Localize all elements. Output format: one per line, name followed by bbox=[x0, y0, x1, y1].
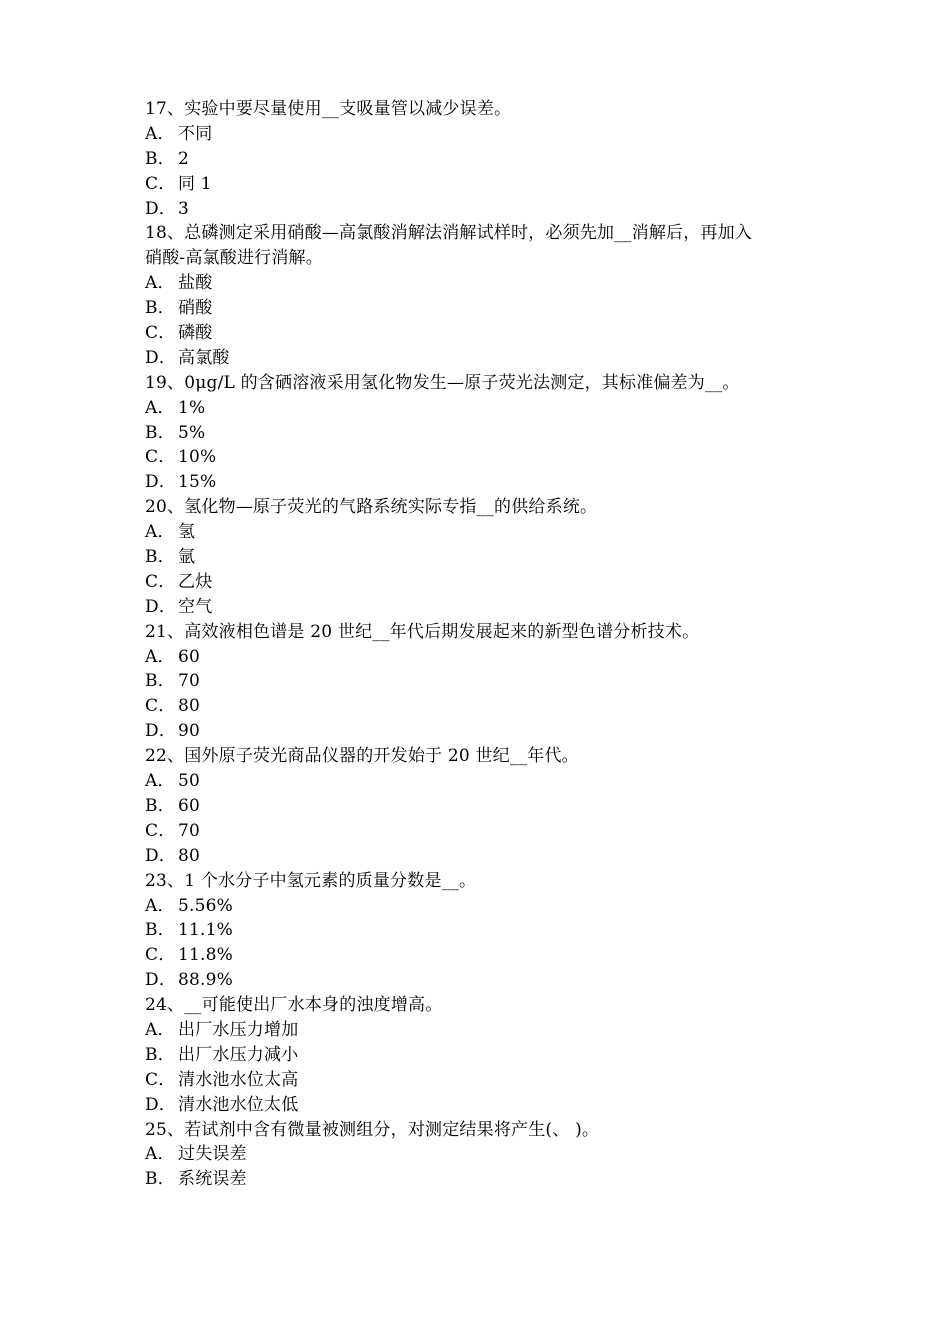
option-d bbox=[145, 595, 825, 620]
option-text: 50 bbox=[178, 771, 201, 792]
option-letter: B． bbox=[145, 1169, 175, 1190]
question-stem: 24、__可能使出厂水本身的浊度增高。 bbox=[145, 995, 443, 1016]
option-a bbox=[145, 122, 825, 147]
option-d bbox=[145, 346, 825, 371]
option-letter: B． bbox=[145, 547, 175, 568]
option-letter: A． bbox=[145, 1019, 175, 1040]
option-letter: B． bbox=[145, 671, 175, 692]
option-text: 盐酸 bbox=[178, 273, 213, 294]
question-stem: 17、实验中要尽量使用__支吸量管以减少误差。 bbox=[145, 99, 512, 119]
option-letter: A． bbox=[145, 646, 175, 667]
option-d bbox=[145, 470, 825, 495]
option-letter: B． bbox=[145, 298, 175, 319]
question-20 bbox=[145, 495, 825, 619]
option-a bbox=[145, 769, 825, 794]
option-text: 11.8% bbox=[178, 945, 234, 966]
option-letter: D． bbox=[145, 472, 177, 493]
option-text: 硝酸 bbox=[178, 298, 213, 319]
option-c bbox=[145, 819, 825, 844]
option-text: 60 bbox=[178, 795, 201, 816]
option-letter: A． bbox=[145, 397, 175, 418]
option-text: 1% bbox=[178, 397, 206, 418]
question-stem: 19、0μg/L 的含硒溶液采用氢化物发生—原子荧光法测定，其标准偏差为__。 bbox=[145, 372, 740, 393]
option-text: 乙炔 bbox=[178, 571, 213, 592]
option-letter: B． bbox=[145, 795, 175, 816]
option-text: 清水池水位太低 bbox=[178, 1094, 299, 1115]
option-text: 70 bbox=[178, 671, 201, 692]
option-letter: A． bbox=[145, 522, 175, 543]
option-b bbox=[145, 1043, 825, 1068]
option-text: 空气 bbox=[178, 596, 213, 617]
question-21 bbox=[145, 620, 825, 744]
option-text: 3 bbox=[178, 198, 190, 219]
option-c bbox=[145, 943, 825, 968]
option-letter: D． bbox=[145, 596, 177, 617]
option-text: 88.9% bbox=[178, 970, 234, 991]
option-letter: C． bbox=[145, 820, 176, 841]
question-22 bbox=[145, 744, 825, 868]
option-text: 15% bbox=[178, 472, 217, 493]
question-24 bbox=[145, 993, 825, 1117]
option-text: 氢 bbox=[178, 522, 196, 543]
option-text: 70 bbox=[178, 820, 201, 841]
option-text: 过失误差 bbox=[178, 1144, 247, 1165]
question-stem: 22、国外原子荧光商品仪器的开发始于 20 世纪__年代。 bbox=[145, 746, 579, 767]
option-d bbox=[145, 968, 825, 993]
option-letter: D． bbox=[145, 970, 177, 991]
option-a bbox=[145, 645, 825, 670]
option-a bbox=[145, 520, 825, 545]
option-text: 不同 bbox=[178, 123, 213, 144]
option-text: 5.56% bbox=[178, 895, 234, 916]
option-letter: A． bbox=[145, 1144, 175, 1165]
option-letter: D． bbox=[145, 845, 177, 866]
question-stem: 20、氢化物—原子荧光的气路系统实际专指__的供给系统。 bbox=[145, 497, 598, 518]
option-letter: A． bbox=[145, 123, 175, 144]
option-text: 清水池水位太高 bbox=[178, 1069, 299, 1090]
option-c bbox=[145, 694, 825, 719]
option-letter: D． bbox=[145, 347, 177, 368]
option-letter: D． bbox=[145, 721, 177, 742]
option-text: 系统误差 bbox=[178, 1169, 247, 1190]
option-letter: B． bbox=[145, 148, 175, 169]
option-letter: C． bbox=[145, 173, 176, 194]
option-letter: A． bbox=[145, 273, 175, 294]
option-letter: C． bbox=[145, 323, 176, 344]
option-d bbox=[145, 844, 825, 869]
option-letter: B． bbox=[145, 1044, 175, 1065]
option-text: 60 bbox=[178, 646, 201, 667]
option-b bbox=[145, 421, 825, 446]
option-b bbox=[145, 545, 825, 570]
option-b bbox=[145, 1167, 825, 1192]
option-text: 80 bbox=[178, 696, 201, 717]
question-25 bbox=[145, 1118, 825, 1193]
option-b bbox=[145, 147, 825, 172]
option-letter: C． bbox=[145, 447, 176, 468]
option-b bbox=[145, 296, 825, 321]
option-letter: B． bbox=[145, 422, 175, 443]
option-d bbox=[145, 197, 825, 222]
option-letter: B． bbox=[145, 920, 175, 941]
option-letter: A． bbox=[145, 895, 175, 916]
option-text: 出厂水压力增加 bbox=[178, 1019, 299, 1040]
option-text: 10% bbox=[178, 447, 217, 468]
option-text: 高氯酸 bbox=[178, 347, 230, 368]
option-text: 90 bbox=[178, 721, 201, 742]
option-text: 出厂水压力减小 bbox=[178, 1044, 299, 1065]
option-c bbox=[145, 570, 825, 595]
option-text: 磷酸 bbox=[178, 323, 213, 344]
question-23 bbox=[145, 869, 825, 993]
option-b bbox=[145, 794, 825, 819]
question-18 bbox=[145, 221, 825, 370]
option-b bbox=[145, 918, 825, 943]
option-c bbox=[145, 172, 825, 197]
question-list bbox=[145, 97, 825, 1192]
option-text: 2 bbox=[178, 148, 190, 169]
option-a bbox=[145, 894, 825, 919]
option-text: 11.1% bbox=[178, 920, 234, 941]
question-stem-line-2: 硝酸-高氯酸进行消解。 bbox=[145, 248, 323, 269]
option-d bbox=[145, 719, 825, 744]
option-letter: C． bbox=[145, 696, 176, 717]
option-text: 氩 bbox=[178, 547, 196, 568]
question-17 bbox=[145, 97, 825, 221]
option-c bbox=[145, 321, 825, 346]
option-text: 80 bbox=[178, 845, 201, 866]
option-letter: C． bbox=[145, 945, 176, 966]
question-stem-line-1: 18、总磷测定采用硝酸—高氯酸消解法消解试样时，必须先加__消解后，再加入 bbox=[145, 223, 753, 244]
option-letter: D． bbox=[145, 198, 177, 219]
option-a bbox=[145, 1142, 825, 1167]
question-stem: 23、1 个水分子中氢元素的质量分数是__。 bbox=[145, 870, 477, 891]
option-a bbox=[145, 396, 825, 421]
option-text: 5% bbox=[178, 422, 206, 443]
option-c bbox=[145, 445, 825, 470]
option-letter: D． bbox=[145, 1094, 177, 1115]
option-letter: C． bbox=[145, 571, 176, 592]
option-text: 同 1 bbox=[178, 173, 212, 194]
option-letter: A． bbox=[145, 771, 175, 792]
option-a bbox=[145, 1018, 825, 1043]
option-d bbox=[145, 1093, 825, 1118]
option-letter: C． bbox=[145, 1069, 176, 1090]
option-a bbox=[145, 271, 825, 296]
option-b bbox=[145, 669, 825, 694]
question-stem: 25、若试剂中含有微量被测组分，对测定结果将产生(、 )。 bbox=[145, 1119, 600, 1140]
question-stem: 21、高效液相色谱是 20 世纪__年代后期发展起来的新型色谱分析技术。 bbox=[145, 621, 700, 642]
question-19 bbox=[145, 371, 825, 495]
option-c bbox=[145, 1068, 825, 1093]
